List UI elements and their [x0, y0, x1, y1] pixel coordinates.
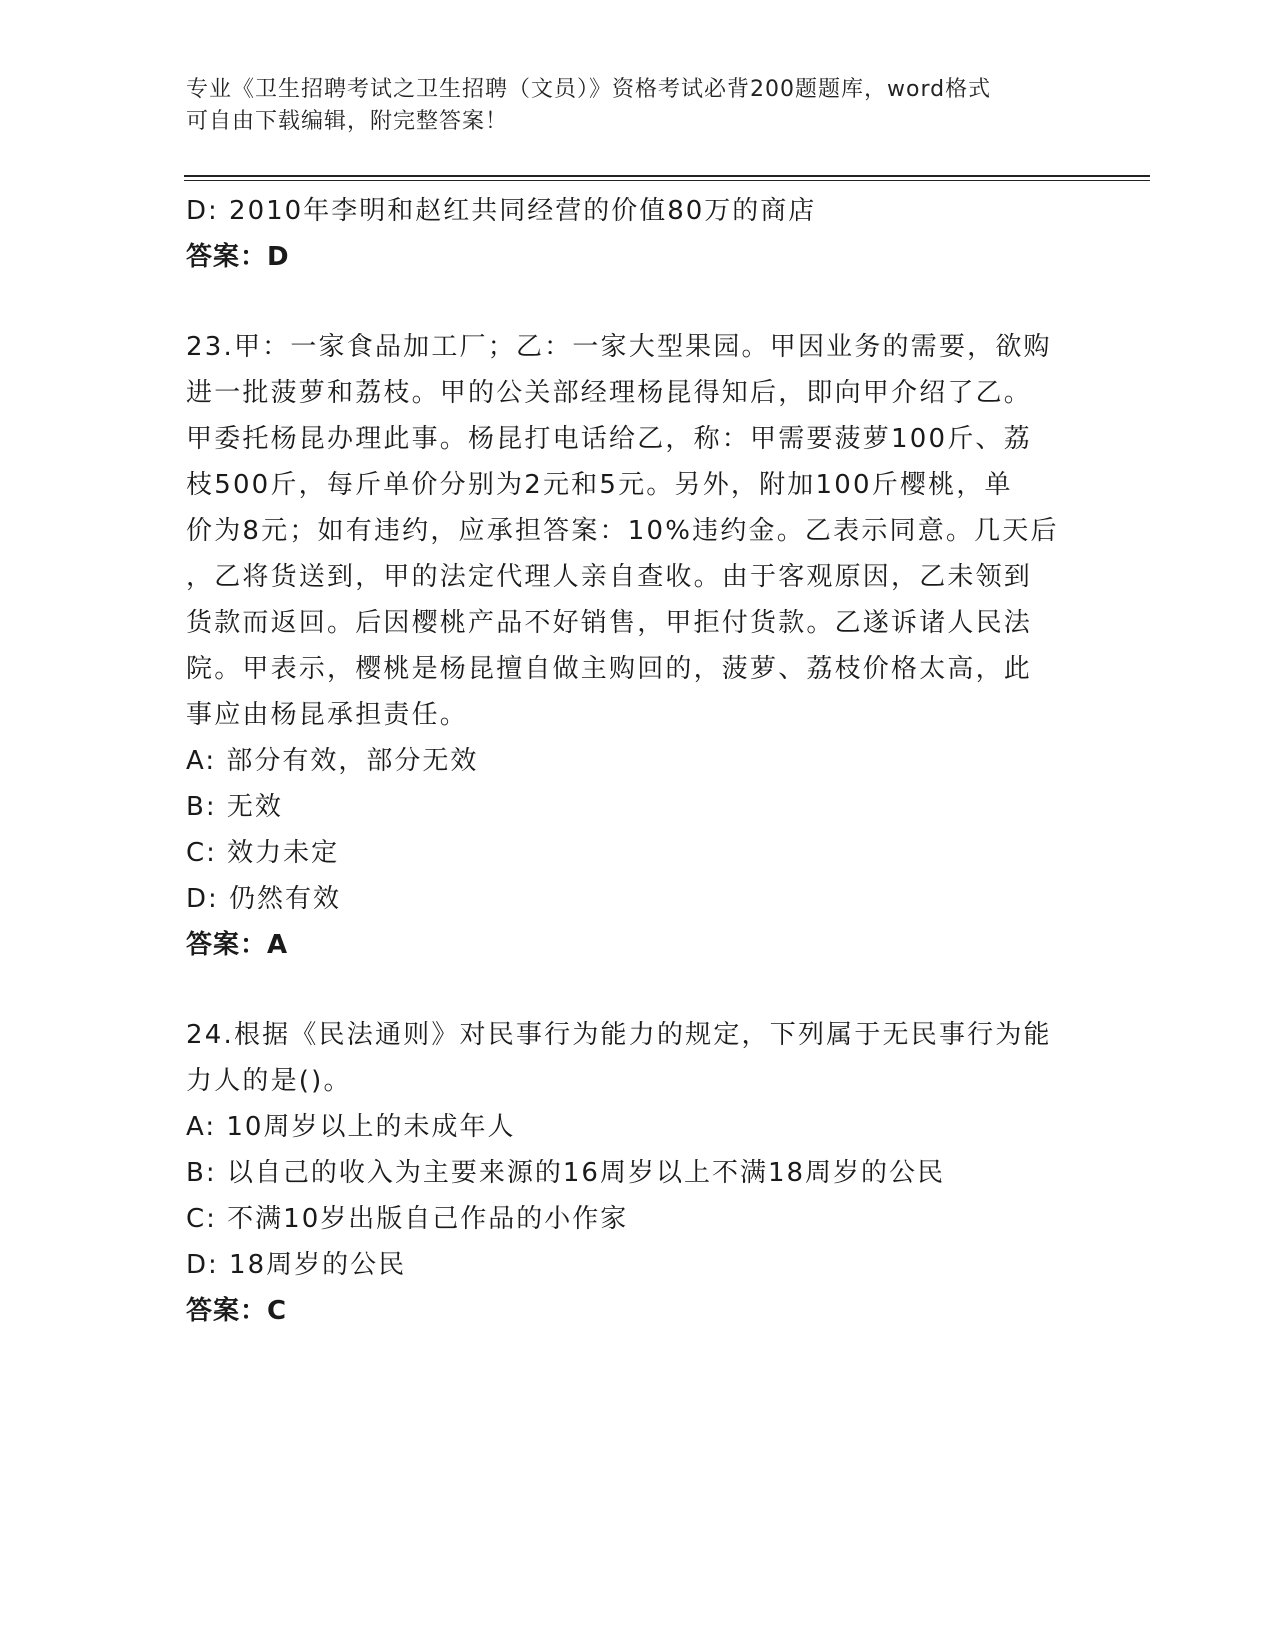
question-24-option-c: C: 不满10岁出版自己作品的小作家 — [186, 1204, 629, 1234]
question-23-line: 23.甲：一家食品加工厂；乙：一家大型果园。甲因业务的需要，欲购 — [186, 332, 1052, 362]
question-23-line: 货款而返回。后因樱桃产品不好销售，甲拒付货款。乙遂诉诸人民法 — [186, 608, 1033, 638]
header-line-2: 可自由下载编辑，附完整答案！ — [186, 109, 509, 134]
question-23 — [186, 324, 1086, 738]
prev-option-d: D: 2010年李明和赵红共同经营的价值80万的商店 — [186, 196, 817, 226]
document-body — [186, 188, 1086, 1334]
question-23-line: 事应由杨昆承担责任。 — [186, 700, 469, 730]
question-23-line: 甲委托杨昆办理此事。杨昆打电话给乙，称：甲需要菠萝100斤、荔 — [186, 424, 1032, 454]
question-23-line: 院。甲表示，樱桃是杨昆擅自做主购回的，菠萝、荔枝价格太高，此 — [186, 654, 1033, 684]
header-line-1: 专业《卫生招聘考试之卫生招聘（文员）》资格考试必背200题题库，word格式 — [186, 77, 992, 102]
question-24-answer: 答案：C — [186, 1296, 288, 1326]
question-24 — [186, 1012, 1086, 1104]
question-23-line: 进一批菠萝和荔枝。甲的公关部经理杨昆得知后，即向甲介绍了乙。 — [186, 378, 1033, 408]
question-24-option-d: D: 18周岁的公民 — [186, 1250, 407, 1280]
header-rule-thin — [184, 180, 1150, 181]
header-rule-thick — [184, 175, 1150, 177]
question-23-option-b: B: 无效 — [186, 792, 283, 822]
question-23-answer: 答案：A — [186, 930, 289, 960]
prev-answer: 答案：D — [186, 242, 290, 272]
spacer — [186, 968, 1086, 1012]
question-23-option-a: A: 部分有效，部分无效 — [186, 746, 479, 776]
question-23-line: 价为8元；如有违约，应承担答案：10%违约金。乙表示同意。几天后 — [186, 516, 1059, 546]
document-header — [186, 74, 1066, 138]
question-23-line: ，乙将货送到，甲的法定代理人亲自查收。由于客观原因，乙未领到 — [186, 562, 1033, 592]
question-24-option-b: B: 以自己的收入为主要来源的16周岁以上不满18周岁的公民 — [186, 1158, 946, 1188]
question-24-line: 24.根据《民法通则》对民事行为能力的规定，下列属于无民事行为能 — [186, 1020, 1052, 1050]
question-23-option-d: D: 仍然有效 — [186, 884, 342, 914]
spacer — [186, 280, 1086, 324]
question-23-option-c: C: 效力未定 — [186, 838, 340, 868]
question-23-line: 枝500斤，每斤单价分别为2元和5元。另外，附加100斤樱桃，单 — [186, 470, 1013, 500]
question-24-option-a: A: 10周岁以上的未成年人 — [186, 1112, 516, 1142]
question-24-line: 力人的是()。 — [186, 1066, 352, 1096]
